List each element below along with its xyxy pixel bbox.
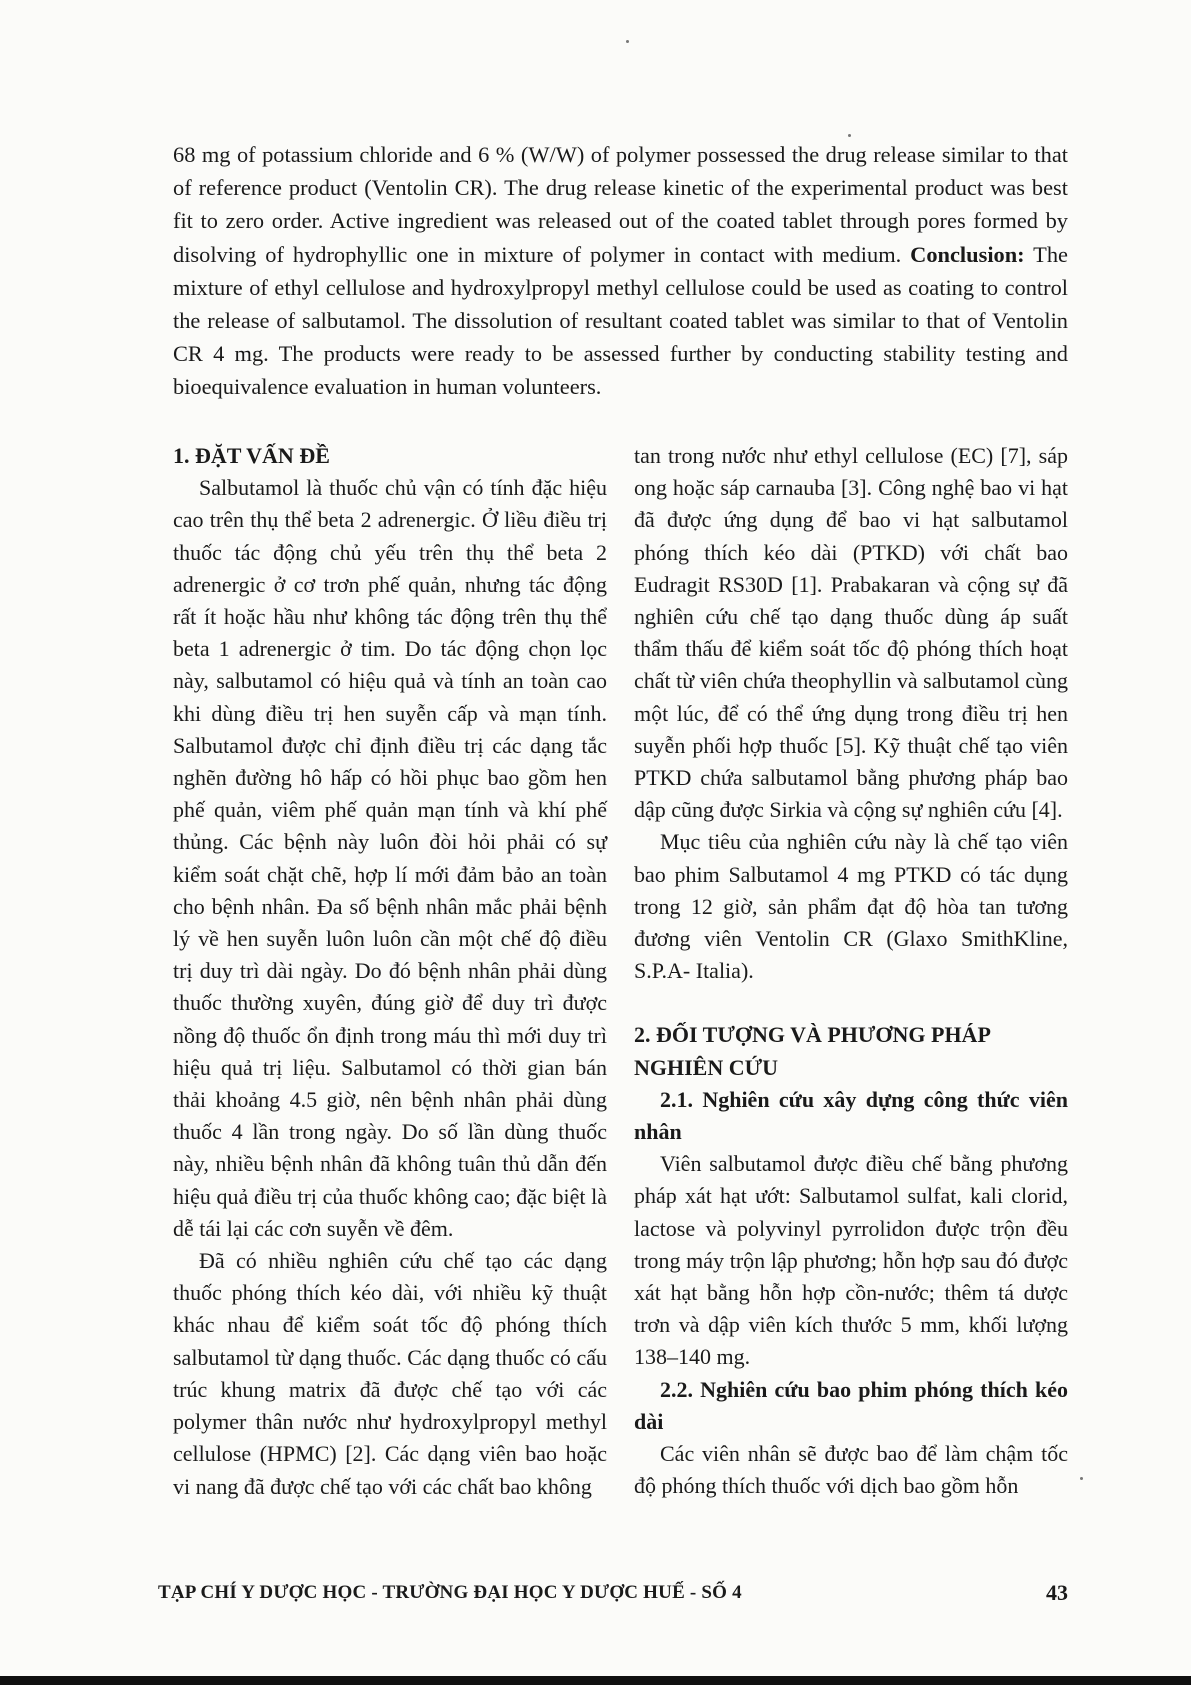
page-number: 43 xyxy=(1046,1580,1068,1605)
journal-name: TẠP CHÍ Y DƯỢC HỌC - TRƯỜNG ĐẠI HỌC Y DƯỢC HUẾ - SỐ 4 xyxy=(158,1582,742,1603)
conclusion-label: Conclusion: xyxy=(910,241,1025,267)
subsection-2-2-text: Các viên nhân sẽ được bao để làm chậm tốc độ phóng thích thuốc với dịch bao gồm hỗn xyxy=(634,1441,1068,1499)
abstract-continuation xyxy=(173,138,1068,404)
subsection-2-1-text: Viên salbutamol được điều chế bằng phương pháp xát hạt ướt: Salbutamol sulfat, kali clorid, lactose và polyvinyl pyrrolidon được trộn đều trong máy trộn lập phương; hỗn hợp sau đó được xát hạt bằng hỗn hợp cồn-nước; thêm tá dược trơn và dập viên kích thước 5 mm, khối lượng 138–140 mg. xyxy=(634,1151,1068,1370)
scan-border-bottom xyxy=(0,1676,1191,1685)
left-column xyxy=(173,440,607,1503)
section-1-paragraph-2-continued: tan trong nước như ethyl cellulose (EC) [7], sáp ong hoặc sáp carnauba [3]. Công nghệ bao vi hạt đã được ứng dụng để bao vi hạt salbutamol phóng thích kéo dài (PTKD) với chất bao Eudragit RS30D [1]. Prabakaran và cộng sự đã nghiên cứu chế tạo dạng thuốc dùng áp suất thẩm thấu để kiểm soát tốc độ phóng thích hoạt chất từ viên chứa theophyllin và salbutamol cùng một lúc, để có thể ứng dụng trong điều trị hen suyễn phối hợp thuốc [5]. Kỹ thuật chế tạo viên PTKD chứa salbutamol bằng phương pháp bao dập cũng được Sirkia và cộng sự nghiên cứu [4]. xyxy=(634,443,1068,823)
scan-speck xyxy=(626,40,629,43)
section-spacer xyxy=(634,987,1068,1019)
section-1-paragraph-3: Mục tiêu của nghiên cứu này là chế tạo viên bao phim Salbutamol 4 mg PTKD có tác dụng trong 12 giờ, sản phẩm đạt độ hòa tan tương đương viên Ventolin CR (Glaxo SmithKline, S.P.A- Italia). xyxy=(634,829,1068,984)
abstract-conclusion-text: The mixture of ethyl cellulose and hydroxylpropyl methyl cellulose could be used as coating to control the release of salbutamol. The dissolution of resultant coated tablet was similar to that of Ventolin CR 4 mg. The products were ready to be assessed further by conducting stability testing and bioequivalence evaluation in human volunteers. xyxy=(173,241,1068,400)
abstract-results-text: 68 mg of potassium chloride and 6 % (W/W) of polymer possessed the drug release similar to that of reference product (Ventolin CR). The drug release kinetic of the experimental product was best fit to zero order. Active ingredient was released out of the coated tablet through pores formed by disolving of hydrophyllic one in mixture of polymer in contact with medium. xyxy=(173,142,1068,267)
right-column xyxy=(634,440,1068,1503)
scan-speck xyxy=(1080,1477,1083,1480)
subsection-2-1-heading: 2.1. Nghiên cứu xây dựng công thức viên nhân xyxy=(634,1086,1068,1145)
section-1-paragraph-1: Salbutamol là thuốc chủ vận có tính đặc hiệu cao trên thụ thể beta 2 adrenergic. Ở liều điều trị thuốc tác động chủ yếu trên thụ thể beta 2 adrenergic ở cơ trơn phế quản, nhưng tác động rất ít hoặc hầu như không tác động trên thụ thể beta 1 adrenergic ở tim. Do tác động chọn lọc này, salbutamol có hiệu quả và tính an toàn cao khi dùng điều trị hen suyễn cấp và mạn tính. Salbutamol được chỉ định điều trị các dạng tắc nghẽn đường hô hấp có hồi phục bao gồm hen phế quản, viêm phế quản mạn tính và khí phế thủng. Các bệnh này luôn đòi hỏi phải có sự kiểm soát chặt chẽ, hợp lí mới đảm bảo an toàn cho bệnh nhân. Đa số bệnh nhân mắc phải bệnh lý về hen suyễn luôn luôn cần một chế độ điều trị duy trì dài ngày. Do đó bệnh nhân phải dùng thuốc thường xuyên, đúng giờ để duy trì được nồng độ thuốc ổn định trong máu thì mới duy trì hiệu quả trị liệu. Salbutamol có thời gian bán thải khoảng 4.5 giờ, nên bệnh nhân phải dùng thuốc 4 lần trong ngày. Do số lần dùng thuốc này, nhiều bệnh nhân đã không tuân thủ dẫn đến hiệu quả điều trị của thuốc không cao; đặc biệt là dễ tái lại các cơn suyễn về đêm. xyxy=(173,475,607,1241)
abstract-paragraph xyxy=(173,138,1068,404)
section-2-heading: 2. ĐỐI TƯỢNG VÀ PHƯƠNG PHÁP NGHIÊN CỨU xyxy=(634,1022,990,1080)
section-1-heading: 1. ĐẶT VẤN ĐỀ xyxy=(173,443,330,468)
section-1-paragraph-2: Đã có nhiều nghiên cứu chế tạo các dạng thuốc phóng thích kéo dài, với nhiều kỹ thuật khác nhau để kiểm soát tốc độ phóng thích salbutamol từ dạng thuốc. Các dạng thuốc có cấu trúc khung matrix đã được chế tạo với các polymer thân nước như hydroxylpropyl methyl cellulose (HPMC) [2]. Các dạng viên bao hoặc vi nang đã được chế tạo với các chất bao không xyxy=(173,1248,607,1499)
scan-speck xyxy=(848,134,851,137)
subsection-2-2-heading: 2.2. Nghiên cứu bao phim phóng thích kéo dài xyxy=(634,1376,1068,1434)
